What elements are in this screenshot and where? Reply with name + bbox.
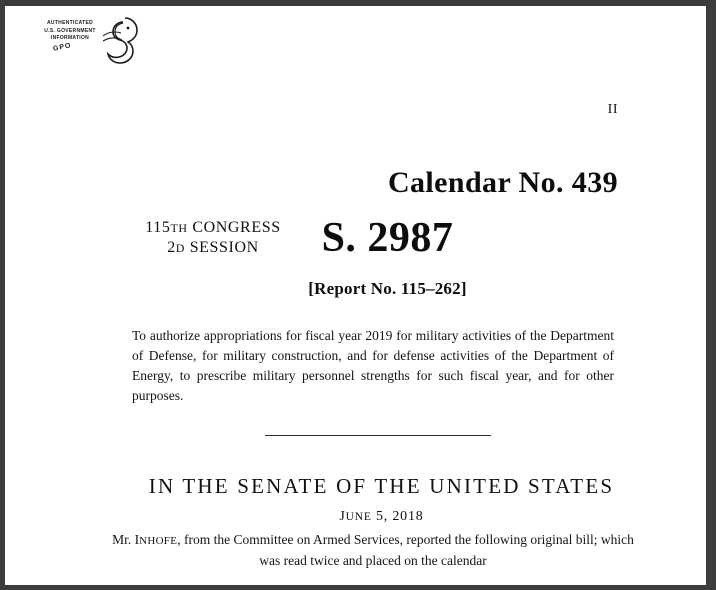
gpo-authentication-seal [33,14,143,66]
sponsor-action-text [103,530,643,571]
scan-edge-bottom [0,585,716,590]
sponsor-line-2: original bill; which was read twice and placed on the calendar [259,532,634,568]
eagle-seal-icon [95,14,143,66]
document-content [5,6,706,585]
sponsor-prefix: Mr. [112,532,135,547]
date-day-year: 5, 2018 [371,509,424,524]
document-date [5,509,706,525]
seal-gpo-mark: GPO [52,42,73,53]
bill-number: S. 2987 [321,215,454,261]
seal-text-block [37,20,103,43]
session-number-suffix: D [175,241,186,255]
section-divider [265,435,491,436]
congress-word: CONGRESS [192,219,281,236]
date-month-rest: UNE [345,511,372,523]
session-number: 2 [167,239,176,256]
calendar-number: Calendar No. 439 [387,166,618,199]
seal-line-1: AUTHENTICATED [46,20,94,26]
sponsor-name-initial: I [134,532,140,547]
report-number: [Report No. 115–262] [308,279,467,298]
chamber-heading: IN THE SENATE OF THE UNITED STATES [148,474,615,498]
congress-number: 115 [145,219,171,236]
congress-number-suffix: TH [170,221,188,235]
bill-purpose-text: To authorize appropriations for fiscal year 2019 for military activities of the Department of Defense, for military construction, and for defense activities of the Department of Energy, to prescribe military personnel strengths for such fiscal year, and for other purposes. [132,328,614,403]
seal-line-3: INFORMATION [50,35,90,41]
scan-edge-right [706,0,716,590]
sponsor-line-1: , from the Committee on Armed Services, reported the following [177,532,528,547]
seal-line-2: U.S. GOVERNMENT [44,27,96,34]
page-mark: II [607,102,618,117]
date-month-initial: J [339,509,346,524]
session-word: SESSION [189,239,259,256]
sponsor-name-rest: NHOFE [139,535,178,547]
